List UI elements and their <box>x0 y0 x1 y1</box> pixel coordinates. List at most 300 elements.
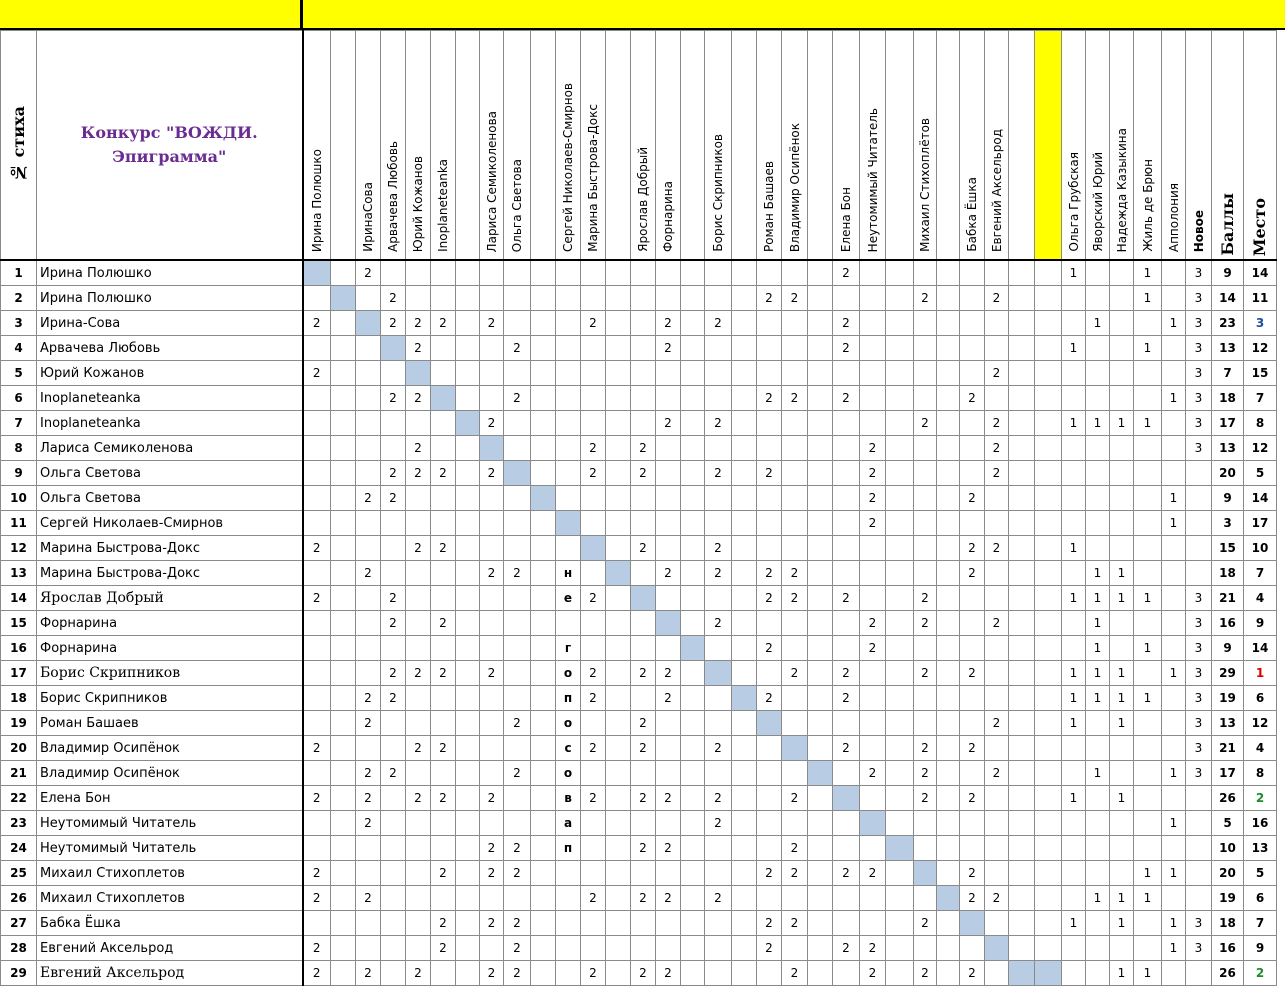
author-name: Inoplaneteanka <box>37 411 303 436</box>
score-cell <box>914 336 937 361</box>
score-cell <box>1086 336 1110 361</box>
score-cell <box>782 611 808 636</box>
score-cell: 1 <box>1110 686 1134 711</box>
column-header <box>1134 31 1162 261</box>
score-cell <box>1162 611 1186 636</box>
score-cell: 2 <box>356 786 381 811</box>
score-cell <box>531 711 556 736</box>
total-score: 13 <box>1212 436 1244 461</box>
author-name: Евгений Аксельрод <box>37 961 303 986</box>
score-cell <box>1134 611 1162 636</box>
score-cell <box>886 661 914 686</box>
score-cell <box>937 511 960 536</box>
total-score: 13 <box>1212 336 1244 361</box>
score-cell <box>1062 861 1086 886</box>
score-cell <box>456 861 480 886</box>
score-cell: 2 <box>504 336 531 361</box>
place-cell: 17 <box>1244 511 1277 536</box>
total-score: 9 <box>1212 636 1244 661</box>
score-cell <box>504 886 531 911</box>
score-cell <box>681 836 705 861</box>
score-cell: 1 <box>1134 260 1162 286</box>
score-cell <box>808 961 833 986</box>
score-cell: 1 <box>1134 286 1162 311</box>
score-cell <box>1035 386 1062 411</box>
author-name: Михаил Стихоплетов <box>37 861 303 886</box>
score-cell <box>606 761 631 786</box>
score-cell: 3 <box>1186 736 1212 761</box>
score-cell <box>833 611 860 636</box>
score-cell <box>331 836 356 861</box>
score-cell <box>833 461 860 486</box>
table-row <box>1 311 1277 336</box>
score-cell <box>960 411 985 436</box>
column-header <box>1062 31 1086 261</box>
score-cell <box>480 711 504 736</box>
score-cell: 2 <box>985 611 1009 636</box>
score-cell <box>504 786 531 811</box>
score-cell: 2 <box>504 911 531 936</box>
score-cell <box>1134 536 1162 561</box>
score-cell: 2 <box>782 661 808 686</box>
score-cell <box>1162 461 1186 486</box>
score-cell: п <box>556 686 581 711</box>
score-cell <box>356 636 381 661</box>
score-cell <box>782 711 808 736</box>
score-cell <box>808 311 833 336</box>
score-cell: 2 <box>480 786 504 811</box>
score-cell <box>914 636 937 661</box>
table-row <box>1 886 1277 911</box>
score-cell <box>456 911 480 936</box>
score-cell <box>531 286 556 311</box>
score-cell <box>431 561 456 586</box>
score-cell <box>732 336 757 361</box>
score-cell <box>431 486 456 511</box>
score-cell: 2 <box>303 361 331 386</box>
score-cell <box>960 361 985 386</box>
score-cell <box>1035 686 1062 711</box>
table-row <box>1 811 1277 836</box>
score-cell <box>1035 936 1062 961</box>
score-cell: 2 <box>914 911 937 936</box>
place-cell: 4 <box>1244 736 1277 761</box>
score-cell <box>406 411 431 436</box>
place-cell: 7 <box>1244 561 1277 586</box>
score-cell <box>656 260 681 286</box>
score-cell <box>1035 461 1062 486</box>
score-cell <box>1035 286 1062 311</box>
score-cell <box>1009 786 1035 811</box>
score-cell <box>480 361 504 386</box>
score-cell: 2 <box>656 836 681 861</box>
score-cell <box>531 586 556 611</box>
score-cell: н <box>556 561 581 586</box>
score-cell <box>1062 961 1086 986</box>
score-cell <box>914 260 937 286</box>
score-cell <box>1110 311 1134 336</box>
score-cell <box>757 836 782 861</box>
score-cell <box>303 911 331 936</box>
score-cell: 2 <box>914 586 937 611</box>
total-score: 10 <box>1212 836 1244 861</box>
row-number: 19 <box>1 711 37 736</box>
score-cell <box>656 911 681 936</box>
score-cell <box>1110 736 1134 761</box>
score-cell <box>406 586 431 611</box>
score-cell <box>331 361 356 386</box>
score-cell <box>504 411 531 436</box>
score-cell <box>504 811 531 836</box>
table-row <box>1 511 1277 536</box>
place-cell: 9 <box>1244 936 1277 961</box>
score-cell <box>406 361 431 386</box>
score-cell <box>757 260 782 286</box>
score-cell <box>331 586 356 611</box>
score-cell <box>381 561 406 586</box>
score-cell: 2 <box>960 561 985 586</box>
score-cell: 2 <box>914 661 937 686</box>
score-cell: 1 <box>1086 886 1110 911</box>
score-cell <box>531 511 556 536</box>
score-cell <box>656 711 681 736</box>
score-cell <box>303 486 331 511</box>
score-cell: 2 <box>960 886 985 911</box>
score-cell <box>381 511 406 536</box>
score-cell <box>705 711 732 736</box>
score-cell <box>1110 336 1134 361</box>
score-cell <box>480 686 504 711</box>
score-cell: 2 <box>960 786 985 811</box>
score-cell: 2 <box>656 561 681 586</box>
score-cell <box>331 961 356 986</box>
score-cell: 2 <box>406 536 431 561</box>
score-cell <box>985 736 1009 761</box>
score-cell <box>381 911 406 936</box>
score-cell: 2 <box>914 411 937 436</box>
total-score: 20 <box>1212 861 1244 886</box>
score-cell <box>631 936 656 961</box>
score-cell <box>331 511 356 536</box>
table-row <box>1 736 1277 761</box>
score-cell: 2 <box>656 686 681 711</box>
total-score: 18 <box>1212 911 1244 936</box>
score-cell <box>1086 511 1110 536</box>
score-cell <box>456 286 480 311</box>
score-cell <box>1062 561 1086 586</box>
score-cell: 2 <box>656 661 681 686</box>
score-cell <box>1086 711 1110 736</box>
score-cell <box>1035 536 1062 561</box>
score-cell <box>606 411 631 436</box>
score-cell <box>985 961 1009 986</box>
score-cell <box>303 611 331 636</box>
score-cell <box>960 311 985 336</box>
score-cell: 3 <box>1186 411 1212 436</box>
column-header <box>705 31 732 261</box>
score-cell: 2 <box>581 586 606 611</box>
score-cell <box>985 386 1009 411</box>
score-cell <box>356 661 381 686</box>
column-header-label: Жиль де Брюн <box>1140 159 1155 252</box>
score-cell <box>860 586 886 611</box>
score-cell <box>1086 436 1110 461</box>
score-cell <box>1086 911 1110 936</box>
score-cell <box>705 636 732 661</box>
score-cell <box>1009 361 1035 386</box>
score-cell <box>1134 436 1162 461</box>
place-cell: 14 <box>1244 486 1277 511</box>
author-name: Роман Башаев <box>37 711 303 736</box>
number-header-label: № стиха <box>8 105 28 182</box>
place-cell: 2 <box>1244 786 1277 811</box>
score-cell <box>937 361 960 386</box>
score-cell: 2 <box>356 811 381 836</box>
score-cell: 2 <box>757 636 782 661</box>
score-cell <box>732 761 757 786</box>
score-cell <box>1035 736 1062 761</box>
score-cell <box>303 711 331 736</box>
score-cell <box>1035 961 1062 986</box>
score-cell <box>504 311 531 336</box>
score-cell: 2 <box>757 586 782 611</box>
score-cell <box>1009 886 1035 911</box>
score-cell <box>656 586 681 611</box>
score-cell <box>303 661 331 686</box>
table-row <box>1 486 1277 511</box>
score-cell: 2 <box>381 611 406 636</box>
column-header <box>331 31 356 261</box>
score-cell <box>1134 736 1162 761</box>
score-cell <box>1035 361 1062 386</box>
scores-table <box>0 30 1277 986</box>
column-header <box>1244 31 1277 261</box>
score-cell <box>1134 561 1162 586</box>
score-cell: 2 <box>782 561 808 586</box>
score-cell <box>860 311 886 336</box>
score-cell <box>456 736 480 761</box>
score-cell <box>886 486 914 511</box>
score-cell <box>1062 761 1086 786</box>
score-cell <box>480 511 504 536</box>
score-cell <box>1134 711 1162 736</box>
score-cell <box>431 761 456 786</box>
table-row <box>1 260 1277 286</box>
place-cell: 12 <box>1244 711 1277 736</box>
score-cell <box>581 260 606 286</box>
band-divider <box>300 0 303 30</box>
author-name: Ярослав Добрый <box>37 586 303 611</box>
score-cell: 2 <box>504 861 531 886</box>
score-cell <box>1009 661 1035 686</box>
score-cell <box>1035 436 1062 461</box>
score-cell <box>331 386 356 411</box>
place-cell: 8 <box>1244 761 1277 786</box>
score-cell: 2 <box>480 911 504 936</box>
score-cell: 2 <box>303 886 331 911</box>
score-cell: 1 <box>1162 661 1186 686</box>
score-cell <box>757 336 782 361</box>
score-cell <box>886 461 914 486</box>
score-cell: 2 <box>656 336 681 361</box>
score-cell <box>356 911 381 936</box>
score-cell: 2 <box>406 336 431 361</box>
score-cell <box>1134 361 1162 386</box>
total-score: 19 <box>1212 686 1244 711</box>
score-cell <box>833 786 860 811</box>
total-score: 9 <box>1212 486 1244 511</box>
score-cell <box>808 711 833 736</box>
score-cell <box>808 386 833 411</box>
score-cell <box>1035 761 1062 786</box>
score-cell: 2 <box>381 686 406 711</box>
score-cell <box>1009 961 1035 986</box>
score-cell <box>705 761 732 786</box>
score-cell <box>833 411 860 436</box>
score-cell: 2 <box>833 586 860 611</box>
score-cell <box>681 511 705 536</box>
score-cell <box>303 561 331 586</box>
score-cell: 2 <box>431 786 456 811</box>
score-cell: 2 <box>914 611 937 636</box>
score-cell <box>581 361 606 386</box>
score-cell <box>556 436 581 461</box>
column-header-label: ИринаСова <box>361 182 375 252</box>
score-cell <box>1162 711 1186 736</box>
score-cell <box>860 786 886 811</box>
score-cell <box>886 961 914 986</box>
score-cell <box>860 661 886 686</box>
score-cell <box>1134 486 1162 511</box>
score-cell: 1 <box>1062 786 1086 811</box>
score-cell <box>331 486 356 511</box>
column-header <box>681 31 705 261</box>
score-cell <box>606 311 631 336</box>
column-header <box>808 31 833 261</box>
score-cell: 1 <box>1110 661 1134 686</box>
score-cell: 2 <box>356 686 381 711</box>
score-cell: 2 <box>782 911 808 936</box>
score-cell <box>1086 961 1110 986</box>
score-cell: 1 <box>1086 611 1110 636</box>
score-cell <box>1186 786 1212 811</box>
score-cell <box>456 636 480 661</box>
score-cell <box>705 511 732 536</box>
score-cell: 2 <box>757 561 782 586</box>
score-cell: 2 <box>833 861 860 886</box>
score-cell: 3 <box>1186 686 1212 711</box>
column-header <box>581 31 606 261</box>
table-row <box>1 761 1277 786</box>
column-header-label: Бабка Ёшка <box>965 177 979 252</box>
score-cell: 2 <box>833 686 860 711</box>
number-column-header <box>1 31 37 261</box>
score-cell: 1 <box>1110 411 1134 436</box>
score-cell <box>331 861 356 886</box>
score-cell <box>431 511 456 536</box>
score-cell <box>504 736 531 761</box>
score-cell <box>356 586 381 611</box>
row-number: 17 <box>1 661 37 686</box>
column-header <box>1186 31 1212 261</box>
author-name: Владимир Осипёнок <box>37 761 303 786</box>
score-cell <box>1110 511 1134 536</box>
score-cell <box>606 286 631 311</box>
score-cell <box>886 936 914 961</box>
score-cell <box>631 911 656 936</box>
score-cell <box>860 711 886 736</box>
row-number: 15 <box>1 611 37 636</box>
column-header <box>937 31 960 261</box>
score-cell <box>1062 886 1086 911</box>
score-cell: 3 <box>1186 361 1212 386</box>
score-cell <box>456 361 480 386</box>
score-cell: 2 <box>985 286 1009 311</box>
score-cell <box>356 411 381 436</box>
score-cell <box>331 936 356 961</box>
place-cell: 12 <box>1244 336 1277 361</box>
score-cell <box>1110 260 1134 286</box>
score-cell <box>1009 861 1035 886</box>
score-cell <box>757 736 782 761</box>
score-cell: 2 <box>860 461 886 486</box>
score-cell <box>914 436 937 461</box>
column-header-label: Елена Бон <box>839 186 853 252</box>
score-cell <box>937 786 960 811</box>
score-cell <box>782 886 808 911</box>
score-cell <box>656 936 681 961</box>
score-cell: 1 <box>1134 336 1162 361</box>
score-cell <box>833 486 860 511</box>
total-score: 20 <box>1212 461 1244 486</box>
score-cell: 2 <box>303 586 331 611</box>
score-cell <box>914 386 937 411</box>
score-cell <box>456 436 480 461</box>
column-header <box>782 31 808 261</box>
score-cell <box>860 836 886 861</box>
score-cell <box>681 586 705 611</box>
score-cell <box>1086 486 1110 511</box>
place-cell: 7 <box>1244 386 1277 411</box>
score-cell: 1 <box>1110 911 1134 936</box>
total-score: 3 <box>1212 511 1244 536</box>
score-cell <box>681 611 705 636</box>
score-cell <box>808 811 833 836</box>
score-cell <box>531 611 556 636</box>
score-cell <box>833 711 860 736</box>
score-cell <box>631 336 656 361</box>
score-cell <box>581 911 606 936</box>
score-cell <box>406 861 431 886</box>
score-cell <box>631 311 656 336</box>
score-cell: 2 <box>656 311 681 336</box>
score-cell <box>406 911 431 936</box>
score-cell <box>606 586 631 611</box>
table-row <box>1 936 1277 961</box>
score-cell <box>1035 911 1062 936</box>
score-cell <box>531 886 556 911</box>
score-cell <box>456 686 480 711</box>
score-cell <box>406 486 431 511</box>
column-header <box>1162 31 1186 261</box>
score-cell <box>581 611 606 636</box>
score-cell <box>1062 611 1086 636</box>
score-cell <box>732 961 757 986</box>
score-cell <box>556 361 581 386</box>
score-cell <box>656 611 681 636</box>
score-cell <box>1062 636 1086 661</box>
score-cell <box>833 911 860 936</box>
